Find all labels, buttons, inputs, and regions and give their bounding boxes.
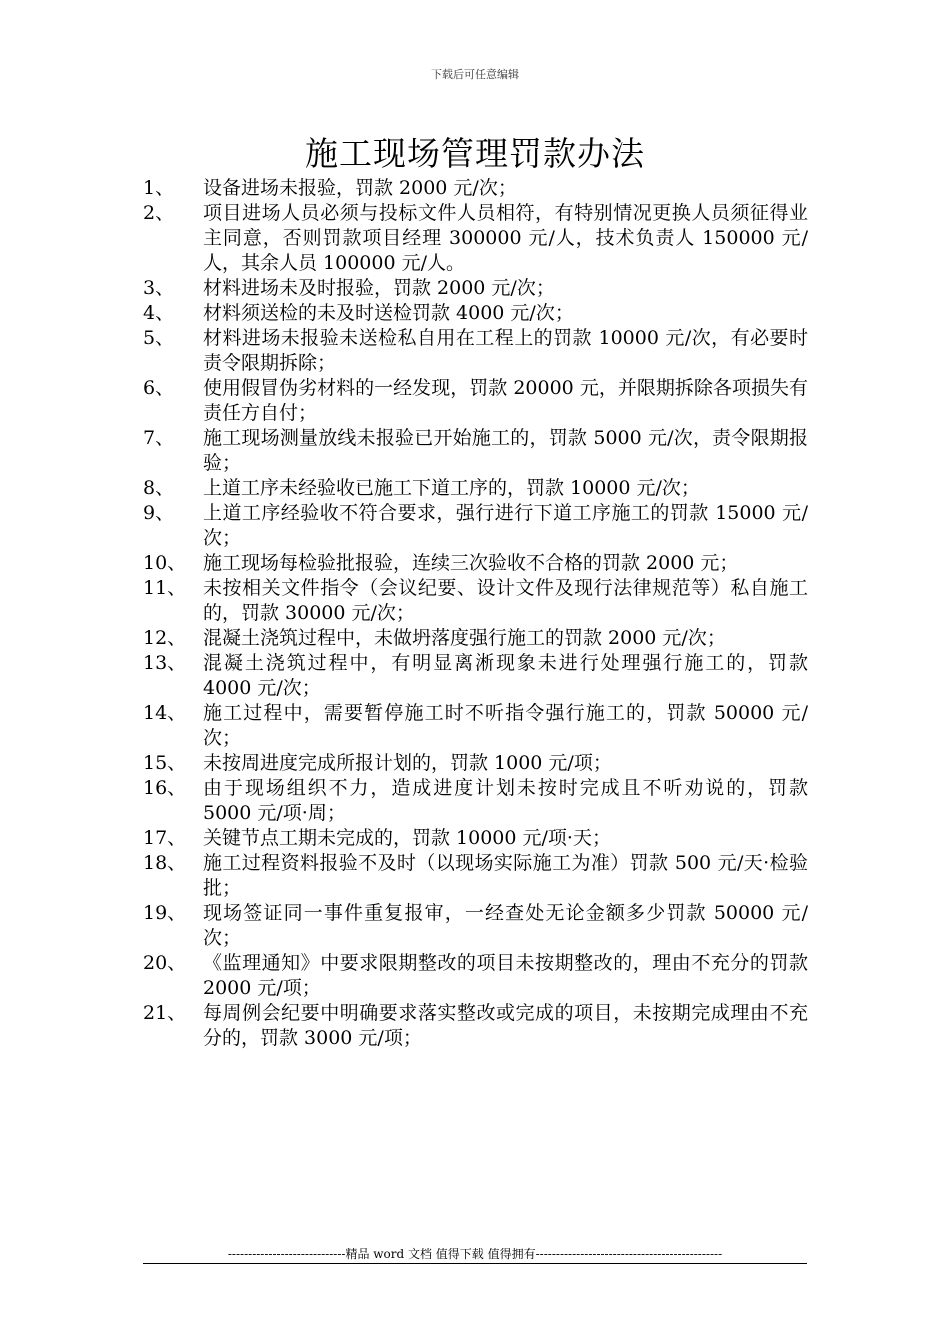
rule-item [143, 651, 808, 701]
rule-number: 19、 [143, 902, 187, 924]
rule-text: 上道工序未经验收已施工下道工序的，罚款 10000 元/次； [203, 477, 700, 499]
rule-number: 20、 [143, 952, 187, 974]
document-title: 施工现场管理罚款办法 [305, 134, 645, 173]
rule-number: 10、 [143, 552, 187, 574]
rule-item [143, 501, 808, 551]
rule-text: 上道工序经验收不符合要求，强行进行下道工序施工的罚款 15000 元/次； [203, 502, 808, 549]
rule-number: 2、 [143, 202, 175, 224]
rule-number: 5、 [143, 327, 175, 349]
rule-text: 每周例会纪要中明确要求落实整改或完成的项目，未按期完成理由不充分的，罚款 3000 元/项； [203, 1002, 808, 1049]
rule-item [143, 776, 808, 826]
rule-number: 13、 [143, 652, 187, 674]
rule-item [143, 951, 808, 1001]
rule-number: 12、 [143, 627, 187, 649]
rule-text: 设备进场未报验，罚款 2000 元/次； [203, 177, 517, 199]
rule-text: 项目进场人员必须与投标文件人员相符，有特别情况更换人员须征得业主同意，否则罚款项目经理 300000 元/人，技术负责人 150000 元/人，其余人员 100000 元/人。 [203, 202, 808, 274]
rule-item [143, 276, 808, 301]
footer-note: -----------------------------精品 word 文档 值得下载 值得拥有---------------------------------------------- [227, 1247, 723, 1261]
rule-item [143, 851, 808, 901]
rule-text: 《监理通知》中要求限期整改的项目未按期整改的，理由不充分的罚款 2000 元/项； [203, 952, 808, 999]
rule-text: 使用假冒伪劣材料的一经发现，罚款 20000 元，并限期拆除各项损失有责任方自付； [203, 377, 808, 424]
rule-number: 15、 [143, 752, 187, 774]
rule-item [143, 551, 808, 576]
rule-number: 8、 [143, 477, 175, 499]
rule-text: 施工现场测量放线未报验已开始施工的，罚款 5000 元/次，责令限期报验； [203, 427, 808, 474]
rule-item [143, 376, 808, 426]
rule-number: 11、 [143, 577, 187, 599]
rule-number: 14、 [143, 702, 187, 724]
rule-text: 材料进场未报验未送检私自用在工程上的罚款 10000 元/次，有必要时责令限期拆除； [203, 327, 808, 374]
rule-text: 由于现场组织不力，造成进度计划未按时完成且不听劝说的，罚款 5000 元/项·周； [203, 777, 808, 824]
rule-number: 9、 [143, 502, 175, 524]
rule-text: 材料须送检的未及时送检罚款 4000 元/次； [203, 302, 574, 324]
rule-text: 施工过程资料报验不及时（以现场实际施工为准）罚款 500 元/天·检验批； [203, 852, 808, 899]
rule-item [143, 201, 808, 276]
rule-number: 16、 [143, 777, 187, 799]
rule-item [143, 1001, 808, 1051]
rule-number: 6、 [143, 377, 175, 399]
rule-text: 施工过程中，需要暂停施工时不听指令强行施工的，罚款 50000 元/次； [203, 702, 808, 749]
rule-text: 混凝土浇筑过程中，未做坍落度强行施工的罚款 2000 元/次； [203, 627, 726, 649]
rule-number: 3、 [143, 277, 175, 299]
rule-item [143, 476, 808, 501]
rule-text: 未按周进度完成所报计划的，罚款 1000 元/项； [203, 752, 612, 774]
rule-item [143, 626, 808, 651]
footer-divider [143, 1263, 807, 1264]
rule-text: 未按相关文件指令（会议纪要、设计文件及现行法律规范等）私自施工的，罚款 30000 元/次； [203, 577, 808, 624]
rule-text: 施工现场每检验批报验，连续三次验收不合格的罚款 2000 元； [203, 552, 739, 574]
rule-item [143, 301, 808, 326]
rule-number: 17、 [143, 827, 187, 849]
penalty-rules-list [143, 176, 808, 1051]
rule-item [143, 326, 808, 376]
rule-number: 7、 [143, 427, 175, 449]
rule-item [143, 176, 808, 201]
rule-text: 混凝土浇筑过程中，有明显离淅现象未进行处理强行施工的，罚款 4000 元/次； [203, 652, 808, 699]
rule-item [143, 901, 808, 951]
rule-text: 现场签证同一事件重复报审，一经查处无论金额多少罚款 50000 元/次； [203, 902, 808, 949]
header-note: 下载后可任意编辑 [431, 68, 519, 81]
rule-item [143, 576, 808, 626]
rule-text: 关键节点工期未完成的，罚款 10000 元/项·天； [203, 827, 611, 849]
rule-number: 21、 [143, 1002, 187, 1024]
rule-item [143, 826, 808, 851]
rule-item [143, 426, 808, 476]
rule-number: 18、 [143, 852, 187, 874]
rule-number: 4、 [143, 302, 175, 324]
rule-text: 材料进场未及时报验，罚款 2000 元/次； [203, 277, 555, 299]
rule-item [143, 751, 808, 776]
rule-item [143, 701, 808, 751]
rule-number: 1、 [143, 177, 175, 199]
